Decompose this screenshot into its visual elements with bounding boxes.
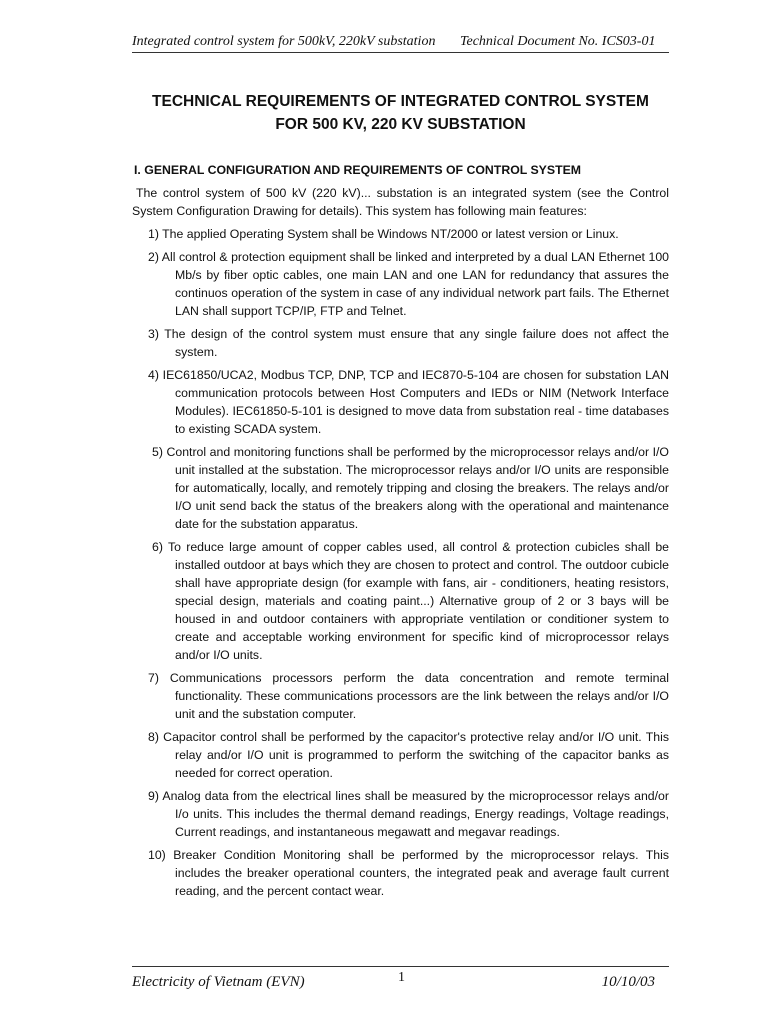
list-item: 1) The applied Operating System shall be Windows NT/2000 or latest version or Linux.: [148, 227, 619, 241]
list-item: 6) To reduce large amount of copper cables used, all control & protection cubicles shall be installed outdoor at bays which they are chosen to protect and control. The outdoor cubicle shall have appropriate design (for example with fans, air - conditioners, heating resistors, special design, materials and coating paint...) Alternative group of 2 or 3 bays will be housed in and outdoor containers with appropriate ventilation or conditioner system to create and acceptable working environment for specific kind of microprocessor relays and/or I/O units.: [152, 540, 669, 662]
list-item: 3) The design of the control system must ensure that any single failure does not affect the system.: [148, 327, 669, 359]
page-header: [132, 32, 669, 53]
page-number: 1: [398, 970, 405, 985]
feature-list: [132, 225, 669, 900]
list-item: 8) Capacitor control shall be performed by the capacitor's protective relay and/or I/O unit. This relay and/or I/O unit is programmed to perform the switching of the capacitor banks as needed for correct operation.: [148, 730, 669, 780]
list-item: 2) All control & protection equipment shall be linked and interpreted by a dual LAN Ethernet 100 Mb/s by fiber optic cables, one main LAN and one LAN for redundancy that assures the continuos operation of the system in case of any individual network part fails. The Ethernet LAN shall support TCP/IP, FTP and Telnet.: [148, 250, 669, 318]
document-title: [132, 90, 669, 136]
section-body: [132, 184, 669, 905]
list-item: 10) Breaker Condition Monitoring shall be performed by the microprocessor relays. This includes the breaker operational counters, the integrated peak and average fault current reading, and the percent contact wear.: [148, 848, 669, 898]
header-document-subject: Integrated control system for 500kV, 220kV substation: [132, 34, 436, 49]
list-item: 5) Control and monitoring functions shall be performed by the microprocessor relays and/or I/O unit installed at the substation. The microprocessor relays and/or I/O units are responsible for automatically, locally, and remotely tripping and closing the breakers. The relays and/or I/O unit send back the status of the breakers along with the operational and maintenance date for the substation apparatus.: [152, 445, 669, 531]
title-line-1: TECHNICAL REQUIREMENTS OF INTEGRATED CONTROL SYSTEM: [152, 93, 649, 110]
intro-paragraph: The control system of 500 kV (220 kV)... substation is an integrated system (see the Control System Configuration Drawing for details). This system has following main features:: [132, 186, 669, 218]
list-item: 9) Analog data from the electrical lines shall be measured by the microprocessor relays and/or I/o units. This includes the thermal demand readings, Energy readings, Voltage readings, Current readings, and instantaneous megawatt and megavar readings.: [148, 789, 669, 839]
page-footer: [132, 966, 669, 993]
title-line-2: FOR 500 KV, 220 KV SUBSTATION: [275, 116, 526, 133]
footer-organization: Electricity of Vietnam (EVN): [132, 974, 305, 990]
header-document-number: Technical Document No. ICS03-01: [460, 34, 656, 49]
footer-date: 10/10/03: [601, 974, 655, 990]
section-heading: I. GENERAL CONFIGURATION AND REQUIREMENTS OF CONTROL SYSTEM: [134, 163, 582, 177]
list-item: 7) Communications processors perform the data concentration and remote terminal functionality. These communications processors are the link between the relays and/or I/O unit and the substation computer.: [148, 671, 669, 721]
list-item: 4) IEC61850/UCA2, Modbus TCP, DNP, TCP and IEC870-5-104 are chosen for substation LAN communication protocols between Host Computers and IEDs or NIM (Network Interface Modules). IEC61850-5-101 is designed to move data from substation real - time databases to existing SCADA system.: [148, 368, 669, 436]
